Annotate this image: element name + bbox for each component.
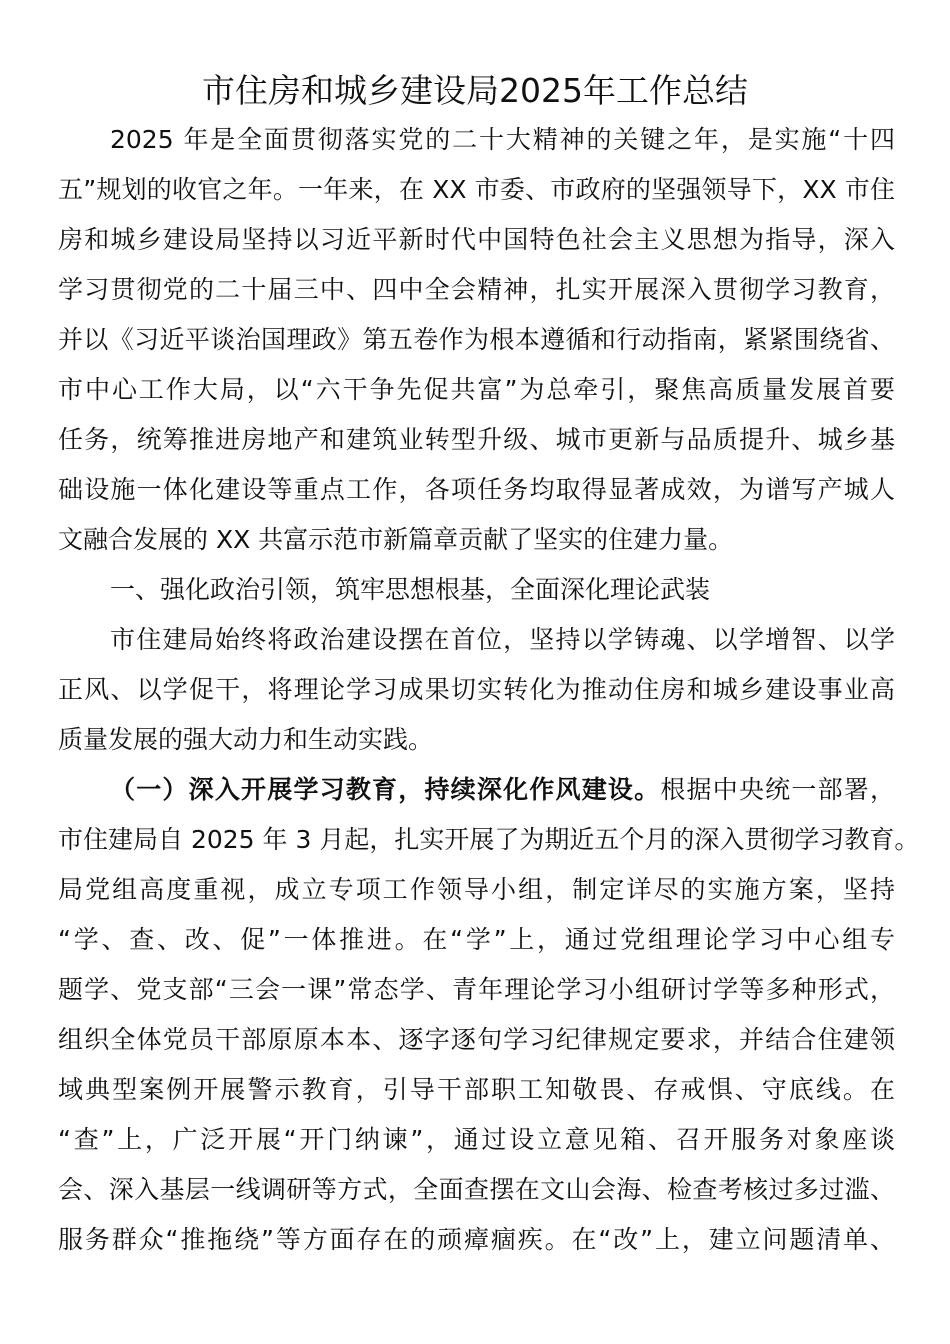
- text-line: 正风、以学促干，将理论学习成果切实转化为推动住房和城乡建设事业高: [58, 675, 895, 704]
- text-line: 题学、党支部“三会一课”常态学、青年理论学习小组研讨学等多种形式，: [58, 975, 895, 1004]
- text-line: 局党组高度重视，成立专项工作领导小组，制定详尽的实施方案，坚持: [58, 875, 895, 904]
- text-line: 房和城乡建设局坚持以习近平新时代中国特色社会主义思想为指导，深入: [58, 225, 895, 254]
- section-heading: 一、强化政治引领，筑牢思想根基，全面深化理论武装: [110, 575, 711, 604]
- text-line: 域典型案例开展警示教育，引导干部职工知敬畏、存戒惧、守底线。在: [58, 1075, 895, 1104]
- text-line: 五”规划的收官之年。一年来，在 XX 市委、市政府的坚强领导下，XX 市住: [58, 175, 895, 204]
- document-title: 市住房和城乡建设局2025年工作总结: [202, 71, 748, 110]
- subsection-heading: （一）深入开展学习教育，持续深化作风建设。: [110, 775, 661, 804]
- text-line: “查”上，广泛开展“开门纳谏”，通过设立意见箱、召开服务对象座谈: [58, 1125, 895, 1154]
- text-line: 组织全体党员干部原原本本、逐字逐句学习纪律规定要求，并结合住建领: [58, 1025, 895, 1054]
- text-line: 并以《习近平谈治国理政》第五卷作为根本遵循和行动指南，紧紧围绕省、: [58, 325, 895, 354]
- text-line: 2025 年是全面贯彻落实党的二十大精神的关键之年，是实施“十四: [110, 125, 895, 154]
- text-line: 学习贯彻党的二十届三中、四中全会精神，扎实开展深入贯彻学习教育，: [58, 275, 895, 304]
- text-line: 文融合发展的 XX 共富示范市新篇章贡献了坚实的住建力量。: [58, 525, 734, 554]
- text-line: 质量发展的强大动力和生动实践。: [58, 725, 434, 754]
- text-line: 市住建局自 2025 年 3 月起，扎实开展了为期近五个月的深入贯彻学习教育。: [58, 825, 920, 854]
- text-line: 础设施一体化建设等重点工作，各项任务均取得显著成效，为谱写产城人: [58, 475, 895, 504]
- document-body: [58, 115, 920, 1265]
- text-line: 任务，统筹推进房地产和建筑业转型升级、城市更新与品质提升、城乡基: [58, 425, 895, 454]
- text-line: 市住建局始终将政治建设摆在首位，坚持以学铸魂、以学增智、以学: [110, 625, 895, 654]
- text-line: “学、查、改、促”一体推进。在“学”上，通过党组理论学习中心组专: [58, 925, 895, 954]
- text-span: 根据中央统一部署，: [660, 775, 895, 804]
- text-line: 服务群众“推拖绕”等方面存在的顽瘴痼疾。在“改”上，建立问题清单、: [58, 1225, 895, 1254]
- text-line: 市中心工作大局，以“六干争先促共富”为总牵引，聚焦高质量发展首要: [58, 375, 895, 404]
- text-line: 会、深入基层一线调研等方式，全面查摆在文山会海、检查考核过多过滥、: [58, 1175, 895, 1204]
- subsection-lead-line: [58, 765, 895, 815]
